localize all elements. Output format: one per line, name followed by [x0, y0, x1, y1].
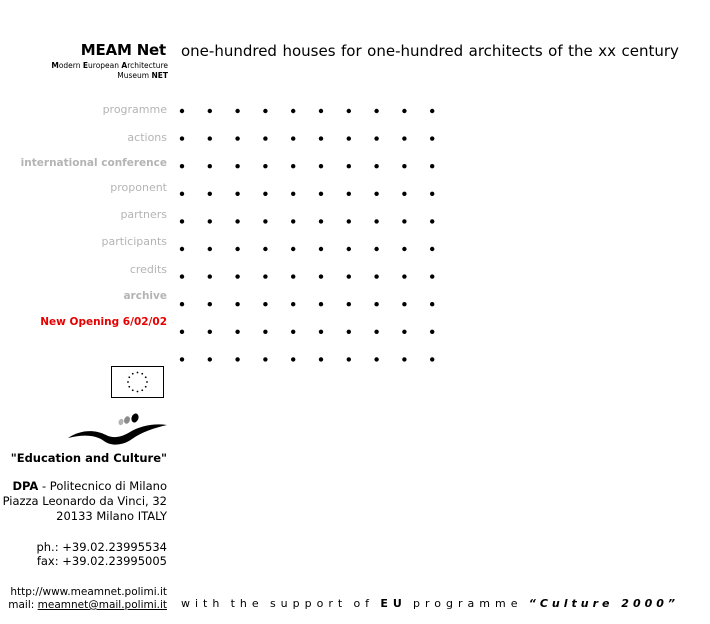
grid-dot	[430, 109, 434, 113]
grid-dot	[319, 164, 323, 168]
mail-label: mail:	[8, 599, 38, 611]
headline-word: one-hundred	[181, 42, 277, 60]
grid-dot	[208, 247, 212, 251]
grid-dot	[402, 330, 406, 334]
grid-dot	[291, 219, 295, 223]
grid-dot	[235, 164, 239, 168]
grid-dot	[430, 247, 434, 251]
grid-dot	[402, 302, 406, 306]
grid-dot	[263, 274, 267, 278]
mail-link[interactable]: meamnet@mail.polimi.it	[37, 599, 167, 611]
contact-phone: ph.: +39.02.23995534	[36, 540, 167, 554]
headline-word: xx	[598, 42, 616, 60]
grid-dot	[235, 274, 239, 278]
support-culture-2000: “Culture 2000”	[528, 597, 679, 610]
grid-dot	[402, 219, 406, 223]
eu-star-icon	[127, 381, 129, 383]
grid-dot	[263, 330, 267, 334]
eu-star-icon	[146, 381, 148, 383]
eu-star-icon	[145, 386, 147, 388]
eu-star-icon	[128, 386, 130, 388]
grid-dot	[235, 247, 239, 251]
address-org-abbrev: DPA	[12, 479, 39, 493]
eu-flag-icon	[111, 366, 164, 398]
headline-word: one-hundred	[367, 42, 464, 60]
grid-dot	[402, 357, 406, 361]
address-org	[0, 479, 167, 495]
support-programme: programme	[413, 597, 523, 610]
brand-sub-museum: Museum	[117, 71, 152, 80]
education-culture-logo-icon	[66, 413, 168, 451]
grid-dot	[430, 357, 434, 361]
grid-dot	[319, 357, 323, 361]
grid-dot	[347, 164, 351, 168]
headline-word: houses	[282, 42, 336, 60]
grid-dot	[208, 330, 212, 334]
grid-dot	[402, 109, 406, 113]
menu-item-new-opening[interactable]: New Opening 6/02/02	[40, 316, 167, 328]
grid-dot	[430, 274, 434, 278]
menu-item-credits[interactable]: credits	[129, 263, 167, 276]
grid-dot	[319, 136, 323, 140]
grid-dot	[263, 302, 267, 306]
address-org-name: - Politecnico di Milano	[38, 479, 167, 493]
grid-dot	[263, 136, 267, 140]
grid-dot	[402, 247, 406, 251]
grid-dot	[374, 302, 378, 306]
grid-dot	[319, 302, 323, 306]
grid-dot	[208, 219, 212, 223]
grid-dot	[374, 164, 378, 168]
grid-dot	[430, 219, 434, 223]
website-url[interactable]: http://www.meamnet.polimi.it	[10, 586, 167, 598]
brand-sub-text-odern: odern	[58, 61, 83, 70]
support-word: the	[230, 597, 264, 610]
eu-star-icon	[141, 389, 143, 391]
grid-dot	[347, 302, 351, 306]
grid-dot	[402, 136, 406, 140]
grid-dot	[291, 357, 295, 361]
grid-dot	[347, 192, 351, 196]
grid-dot	[374, 109, 378, 113]
grid-dot	[291, 330, 295, 334]
eu-star-icon	[145, 376, 147, 378]
grid-dot	[291, 274, 295, 278]
grid-dot	[430, 302, 434, 306]
support-word: of	[353, 597, 375, 610]
grid-dot	[208, 357, 212, 361]
headline-word: century	[621, 42, 679, 60]
grid-dot	[347, 330, 351, 334]
grid-dot	[208, 274, 212, 278]
eu-star-icon	[137, 391, 139, 393]
grid-dot	[402, 164, 406, 168]
brand-subtitle-line1	[20, 61, 168, 71]
grid-dot	[430, 192, 434, 196]
grid-dot	[208, 164, 212, 168]
menu-item-international-conference[interactable]: international conference	[20, 157, 167, 169]
grid-dot	[347, 357, 351, 361]
menu-item-participants[interactable]: participants	[101, 235, 167, 248]
dot-grid-svg	[176, 104, 446, 368]
brand-sub-text-uropean: uropean	[88, 61, 122, 70]
menu-item-archive[interactable]: archive	[123, 290, 167, 302]
grid-dot	[180, 247, 184, 251]
grid-dot	[319, 274, 323, 278]
headline	[181, 42, 679, 60]
headline-word: the	[568, 42, 593, 60]
grid-dot	[291, 302, 295, 306]
grid-dot	[180, 192, 184, 196]
grid-dot	[319, 192, 323, 196]
grid-dot	[180, 357, 184, 361]
headline-word: for	[341, 42, 362, 60]
grid-dot	[374, 192, 378, 196]
grid-dot	[208, 109, 212, 113]
menu-item-proponent[interactable]: proponent	[110, 181, 167, 194]
eu-star-icon	[128, 376, 130, 378]
grid-dot	[208, 302, 212, 306]
grid-dot	[374, 247, 378, 251]
grid-dot	[235, 357, 239, 361]
brand-sub-text-rchitecture: rchitecture	[127, 61, 168, 70]
grid-dot	[347, 109, 351, 113]
grid-dot	[319, 219, 323, 223]
grid-dot	[291, 247, 295, 251]
grid-dot	[180, 274, 184, 278]
grid-dot	[347, 136, 351, 140]
grid-dot	[180, 164, 184, 168]
brand-sub-initial-a: A	[121, 61, 128, 70]
grid-dot	[263, 164, 267, 168]
brand-title: MEAM Net	[80, 41, 166, 59]
grid-dot	[235, 192, 239, 196]
support-eu: EU	[380, 597, 407, 610]
grid-dot	[180, 330, 184, 334]
brand-sub-initial-m: M	[51, 61, 59, 70]
grid-dot	[235, 302, 239, 306]
support-word: support	[269, 597, 348, 610]
eu-star-icon	[137, 372, 139, 374]
dot-grid	[176, 104, 446, 368]
grid-dot	[319, 330, 323, 334]
headline-word: architects	[468, 42, 543, 60]
support-line	[181, 597, 679, 610]
grid-dot	[263, 219, 267, 223]
grid-dot	[208, 192, 212, 196]
grid-dot	[402, 192, 406, 196]
grid-dot	[180, 302, 184, 306]
grid-dot	[208, 136, 212, 140]
grid-dot	[235, 219, 239, 223]
grid-dot	[180, 219, 184, 223]
grid-dot	[319, 109, 323, 113]
menu-item-partners[interactable]: partners	[120, 208, 167, 221]
grid-dot	[291, 192, 295, 196]
eu-star-icon	[141, 373, 143, 375]
grid-dot	[263, 109, 267, 113]
brand-subtitle-line2	[20, 71, 168, 81]
grid-dot	[374, 219, 378, 223]
grid-dot	[263, 357, 267, 361]
grid-dot	[430, 136, 434, 140]
grid-dot	[430, 164, 434, 168]
eu-star-icon	[132, 373, 134, 375]
support-word: with	[181, 597, 225, 610]
grid-dot	[291, 109, 295, 113]
grid-dot	[263, 192, 267, 196]
contact-fax: fax: +39.02.23995005	[36, 554, 167, 568]
address-city: 20133 Milano ITALY	[56, 509, 167, 523]
eu-stars-icon	[112, 367, 163, 397]
grid-dot	[374, 357, 378, 361]
grid-dot	[235, 330, 239, 334]
headline-word: of	[548, 42, 563, 60]
grid-dot	[291, 164, 295, 168]
address-street: Piazza Leonardo da Vinci, 32	[2, 494, 167, 508]
grid-dot	[347, 219, 351, 223]
brand-sub-net: NET	[151, 71, 168, 80]
grid-dot	[291, 136, 295, 140]
grid-dot	[374, 136, 378, 140]
menu-item-programme[interactable]: programme	[102, 103, 167, 116]
brand-sub-initial-e: E	[82, 61, 89, 70]
eu-star-icon	[132, 389, 134, 391]
education-culture-caption: "Education and Culture"	[10, 451, 167, 465]
grid-dot	[374, 274, 378, 278]
grid-dot	[347, 247, 351, 251]
grid-dot	[235, 109, 239, 113]
grid-dot	[402, 274, 406, 278]
grid-dot	[180, 136, 184, 140]
grid-dot	[374, 330, 378, 334]
grid-dot	[235, 136, 239, 140]
grid-dot	[180, 109, 184, 113]
grid-dot	[430, 330, 434, 334]
grid-dot	[347, 274, 351, 278]
grid-dot	[263, 247, 267, 251]
menu-item-actions[interactable]: actions	[127, 131, 167, 144]
grid-dot	[319, 247, 323, 251]
mail-line	[0, 599, 167, 612]
